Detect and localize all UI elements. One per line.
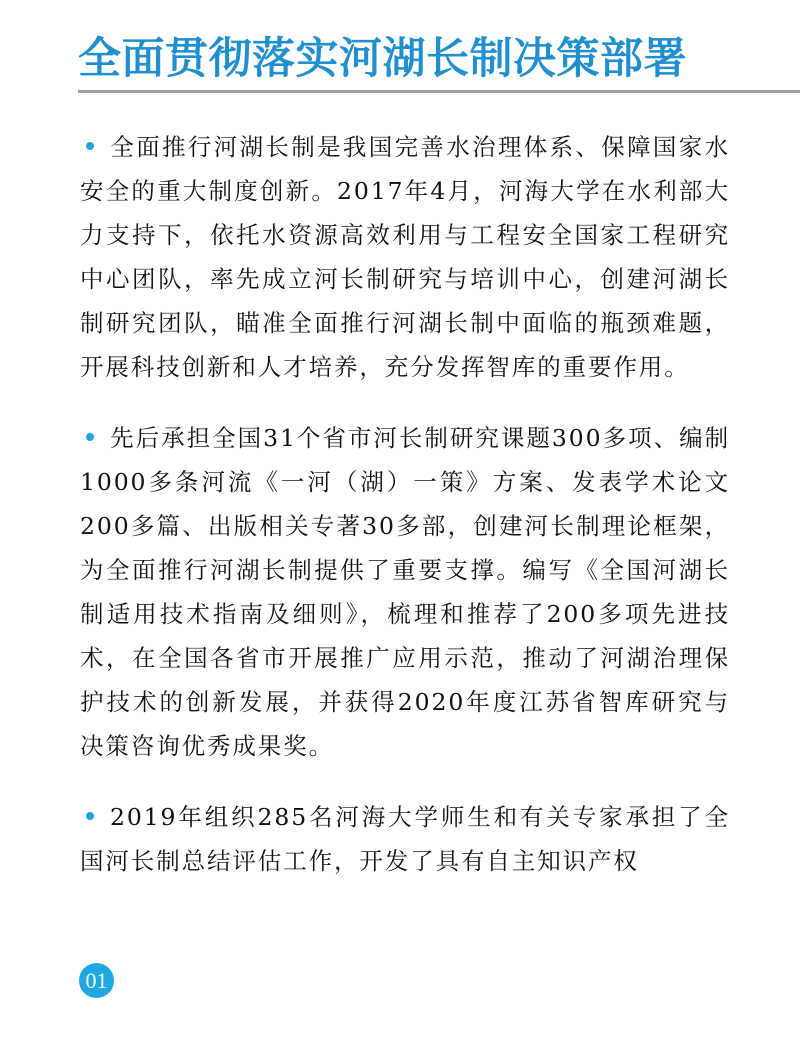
paragraph-1 [80,125,730,389]
paragraph-2 [80,416,730,768]
bullet-dot-icon [86,433,94,441]
paragraph-text: 全面推行河湖长制是我国完善水治理体系、保障国家水安全的重大制度创新。2017年4月，河海大学在水利部大力支持下，依托水资源高效利用与工程安全国家工程研究中心团队，率先成立河长制研究与培训中心，创建河湖长制研究团队，瞄准全面推行河湖长制中面临的瓶颈难题，开展科技创新和人才培养，充分发挥智库的重要作用。 [80,133,730,381]
page-number-badge: 01 [79,963,114,998]
paragraph-3 [80,795,730,883]
page-title: 全面贯彻落实河湖长制决策部署 [78,34,687,84]
bullet-dot-icon [86,812,94,820]
paragraph-text: 先后承担全国31个省市河长制研究课题300多项、编制1000多条河流《一河（湖）一策》方案、发表学术论文200多篇、出版相关专著30多部，创建河长制理论框架，为全面推行河湖长制提供了重要支撑。编写《全国河湖长制适用技术指南及细则》，梳理和推荐了200多项先进技术，在全国各省市开展推广应用示范，推动了河湖治理保护技术的创新发展，并获得2020年度江苏省智库研究与决策咨询优秀成果奖。 [80,424,730,760]
paragraph-text: 2019年组织285名河海大学师生和有关专家承担了全国河长制总结评估工作，开发了具有自主知识产权 [80,803,730,875]
bullet-dot-icon [86,142,94,150]
body-text [80,125,730,910]
title-divider [78,90,800,93]
